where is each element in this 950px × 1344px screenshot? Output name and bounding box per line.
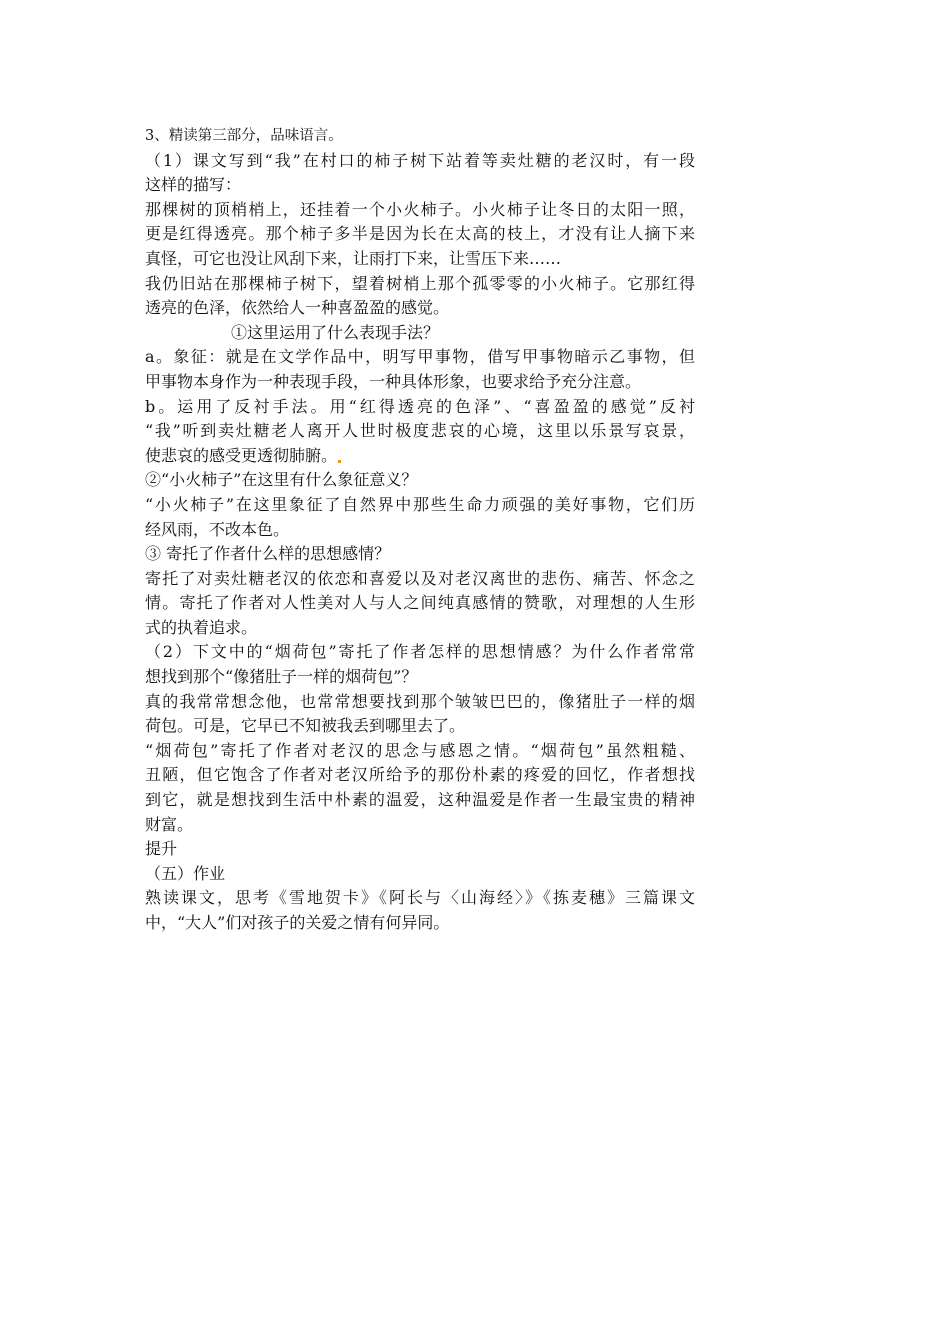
quote-line-3: 真怪，可它也没让风刮下来，让雨打下来，让雪压下来…… [145,248,562,268]
quote-line-1: 那棵树的顶梢梢上，还挂着一个小火柿子。小火柿子让冬日的太阳一照， [145,199,695,219]
quote-line-5: 透亮的色泽，依然给人一种喜盈盈的感觉。 [145,298,450,318]
answer-2-line-2: 经风雨，不改本色。 [145,519,290,539]
answer-b-line-2: “我”听到卖灶糖老人离开人世时极度悲哀的心境，这里以乐景写哀景， [145,421,695,441]
quote-line-2: 更是红得透亮。那个柿子多半是因为长在太高的枝上，才没有让人摘下来 [145,224,695,244]
sub-question-2: ②“小火柿子”在这里有什么象征意义？ [145,470,418,490]
homework-line-1: 熟读课文，思考《雪地贺卡》《阿长与〈山海经〉》《拣麦穗》三篇课文 [145,888,695,908]
sub-question-1: ①这里运用了什么表现手法？ [231,322,440,342]
section-homework: （五）作业 [145,863,226,883]
sub-question-3: ③ 寄托了作者什么样的思想感情？ [145,544,391,564]
quote-line-4: 我仍旧站在那棵柿子树下，望着树梢上那个孤零零的小火柿子。它那红得 [145,273,695,293]
answer-3-line-1: 寄托了对卖灶糖老汉的依恋和喜爱以及对老汉离世的悲伤、痛苦、怀念之 [145,568,695,588]
answer-a-line-2: 甲事物本身作为一种表现手段，一种具体形象，也要求给予充分注意。 [145,371,642,391]
section-improve: 提升 [145,839,178,859]
question-1-line-1: （1）课文写到“我”在村口的柿子树下站着等卖灶糖的老汉时，有一段 [145,150,695,170]
answer-a-line-1: a。象征：就是在文学作品中，明写甲事物，借写甲事物暗示乙事物，但 [145,347,695,367]
highlight-mark [338,460,341,463]
section-heading: 3、精读第三部分，品味语言。 [145,128,343,144]
answer-3-line-3: 式的执着追求。 [145,617,258,637]
answer-q2-line-2: 丑陋，但它饱含了作者对老汉所给予的那份朴素的疼爱的回忆，作者想找 [145,765,695,785]
answer-b-line-3 [145,444,695,469]
answer-q2-line-1: “烟荷包”寄托了作者对老汉的思念与感恩之情。“烟荷包”虽然粗糙、 [145,740,695,760]
answer-3-line-2: 情。寄托了作者对人性美对人与人之间纯真感情的赞歌，对理想的人生形 [145,593,695,613]
document-body [145,124,695,936]
answer-b-line-3-text: 使悲哀的感受更透彻肺腑。 [145,445,338,465]
answer-q2-line-3: 到它，就是想找到生活中朴素的温爱，这种温爱是作者一生最宝贵的精神 [145,790,695,810]
quote-2-line-2: 荷包。可是，它早已不知被我丢到哪里去了。 [145,716,466,736]
question-2-line-2: 想找到那个“像猪肚子一样的烟荷包”？ [145,667,418,687]
question-1-line-2: 这样的描写： [145,175,242,195]
answer-2-line-1: “小火柿子”在这里象征了自然界中那些生命力顽强的美好事物，它们历 [145,494,695,514]
homework-line-2: 中，“大人”们对孩子的关爱之情有何异同。 [145,913,450,932]
answer-b-line-1: b。运用了反衬手法。用“红得透亮的色泽”、“喜盈盈的感觉”反衬 [145,396,695,416]
quote-2-line-1: 真的我常常想念他，也常常想要找到那个皱皱巴巴的，像猪肚子一样的烟 [145,691,695,711]
question-2-line-1: （2）下文中的“烟荷包”寄托了作者怎样的思想情感？为什么作者常常 [145,642,695,662]
answer-q2-line-4: 财富。 [145,814,194,834]
